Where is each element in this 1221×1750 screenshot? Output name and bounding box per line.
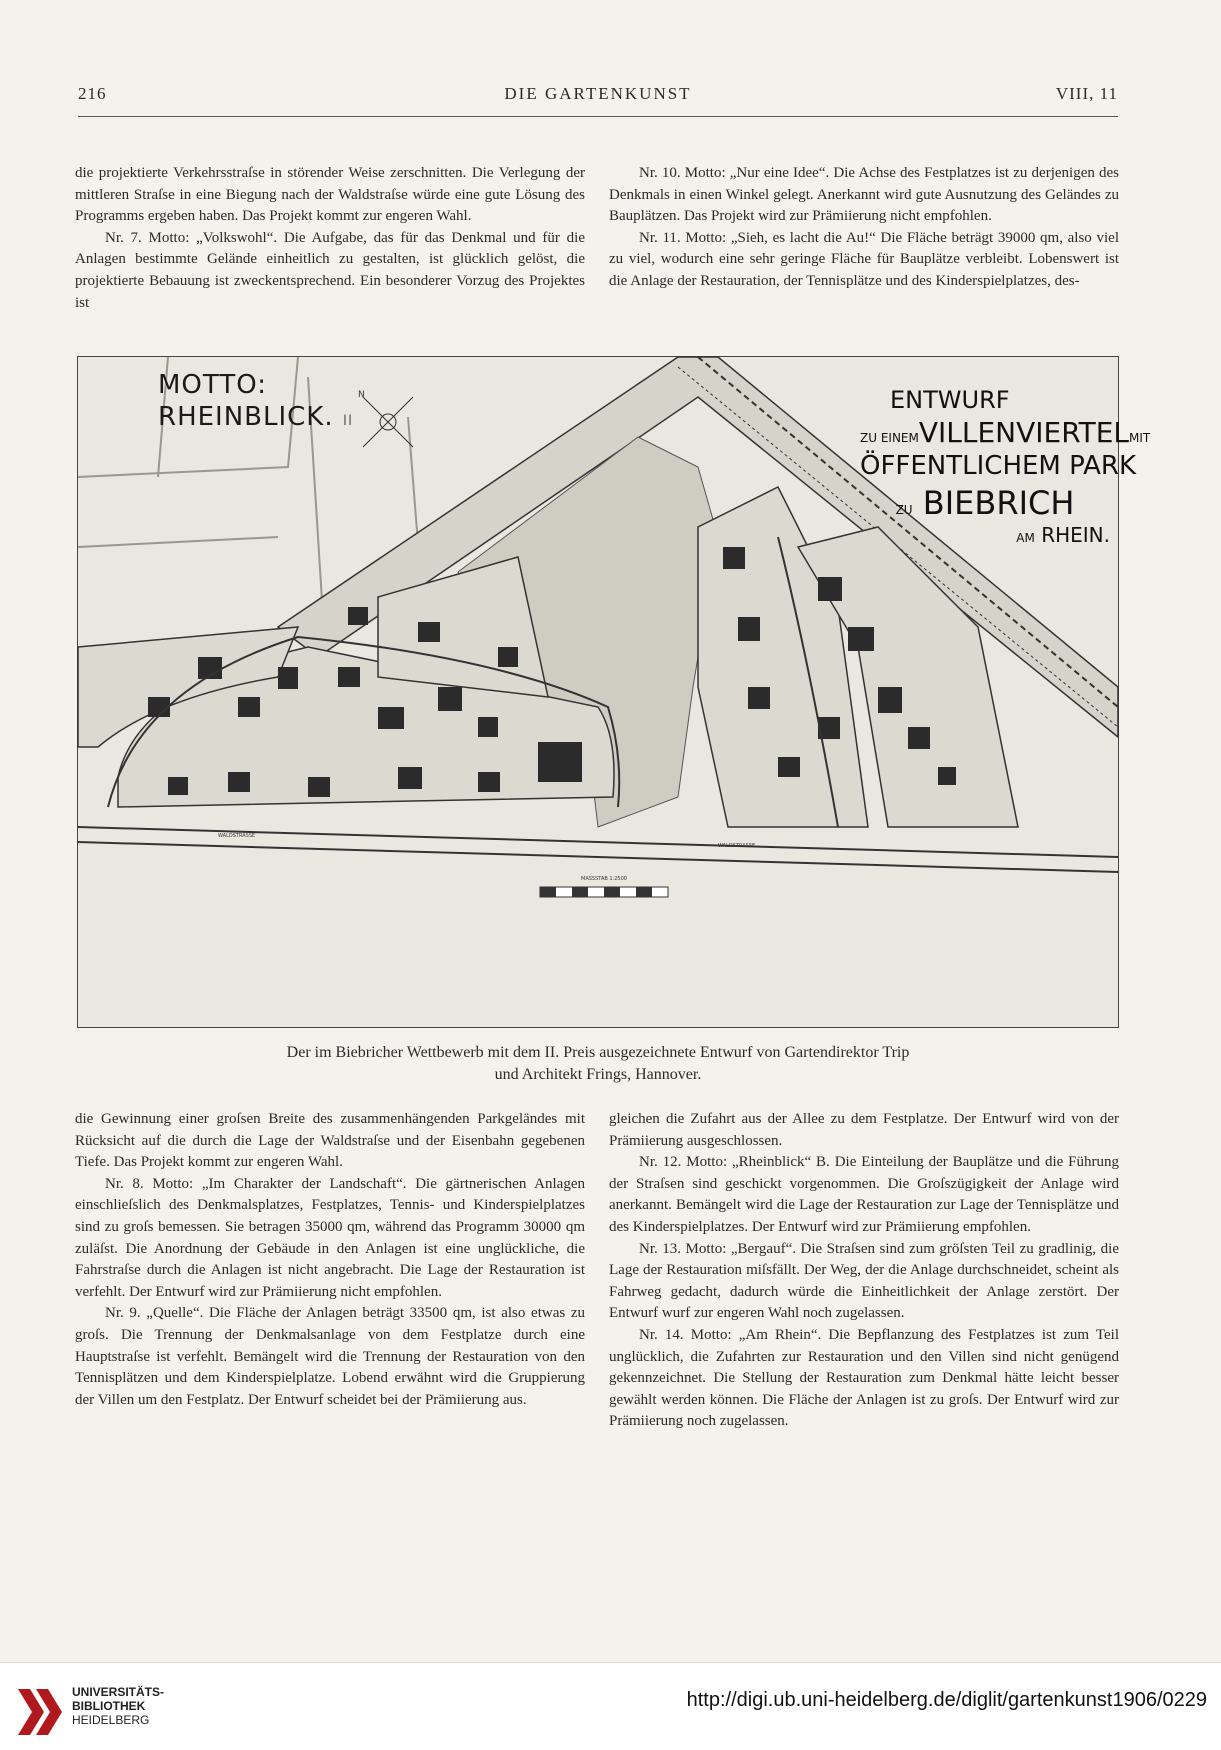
paragraph: Nr. 14. Motto: „Am Rhein“. Die Bepflanzung des Festplatzes ist zum Teil unglücklich, die Zufahrten zur Restauration und den Villen sind nicht genügend gekennzeichnet. Die Stellung der Restauration zum Denkmal hätte leicht besser gewählt werden können. Die Fläche der Anlagen ist zu groſs. Der Entwurf wird zur Prämiierung noch zugelassen. — [609, 1326, 1119, 1430]
paragraph: gleichen die Zufahrt aus der Allee zu dem Festplatze. Der Entwurf wird von der Prämiierung ausgeschlossen. — [609, 1111, 1119, 1149]
caption-line: und Architekt Frings, Hannover. — [494, 1066, 702, 1083]
plan-title-small: AM — [1016, 530, 1035, 545]
street-label: WALDSTRASSE — [218, 833, 256, 839]
text-column-bottom-left — [75, 1109, 585, 1411]
text-column-top-left — [75, 163, 585, 314]
header-rule — [78, 116, 1118, 117]
north-arrow — [363, 397, 413, 447]
plan-title — [860, 385, 1151, 548]
library-logo-icon — [14, 1685, 68, 1739]
caption-line: Der im Biebricher Wettbewerb mit dem II. Preis ausgezeichnete Entwurf von Gartendirektor Trip — [286, 1044, 910, 1061]
paragraph: Nr. 13. Motto: „Bergauf“. Die Straſsen sind zum gröſsten Teil zu gradlinig, die Lage der Restauration miſsfällt. Der Weg, der die Anlage durchschneidet, scheint als Fahrweg gedacht, dadurch würde die Einheitlichkeit der Anlage zerstört. Der Entwurf wurf zur engeren Wahl noch zugelassen. — [609, 1240, 1119, 1322]
library-name-line: HEIDELBERG — [72, 1713, 150, 1727]
plan-title-small: ZU — [895, 502, 913, 517]
volume-number: VIII, 11 — [1055, 84, 1118, 103]
digitization-footer — [0, 1662, 1221, 1750]
paragraph: die Gewinnung einer groſsen Breite des zusammenhängenden Parkgeländes mit Rücksicht auf die durch die Lage der Waldstraſse und der Eisenbahn gegebenen Tiefe. Das Projekt kommt zur engeren Wahl. — [75, 1111, 585, 1171]
paragraph: Nr. 7. Motto: „Volkswohl“. Die Aufgabe, das für das Denkmal und für die Anlagen bestimmte Gelände einheitlich zu gestalten, ist glücklich gelöst, die projektierte Bebauung ist zweckentsprechend. Ein besonderer Vorzug des Projektes ist — [75, 229, 585, 311]
site-plan-figure — [77, 356, 1151, 1028]
library-name-line: BIBLIOTHEK — [72, 1699, 146, 1713]
paragraph: Nr. 12. Motto: „Rheinblick“ B. Die Einteilung der Bauplätze und die Führung der Straſsen sind geschickt vorgenommen. Die Groſszügigkeit der Anlage wird anerkannt. Bemängelt wird die Lage der Restauration zur Lage der Tennisplätze und des Kinderspielplatzes. Der Entwurf wird zur Prämiierung empfohlen. — [609, 1154, 1119, 1235]
plan-title-line: BIEBRICH — [922, 483, 1075, 522]
text-column-top-right — [609, 163, 1119, 293]
scale-label: MASSSTAB 1:2500 — [581, 876, 627, 882]
journal-title: DIE GARTENKUNST — [504, 84, 692, 103]
paragraph: Nr. 9. „Quelle“. Die Fläche der Anlagen beträgt 33500 qm, ist also etwas zu groſs. Die Trennung der Denkmalsanlage von dem Festplatze durch eine Hauptstraſse ist verfehlt. Bemängelt wird die Trennung der Restauration von den Tennisplätzen und dem Kinderspielplatze. Lobend erwähnt wird die Gruppierung der Villen um den Festplatz. Der Entwurf scheidet bei der Prämiierung aus. — [75, 1305, 585, 1408]
paragraph: die projektierte Verkehrsstraſse in störender Weise zerschnitten. Die Verlegung der mittleren Straſse in eine Biegung nach der Waldstraſse würde eine gute Lösung des Programms ergeben haben. Das Projekt kommt zur engeren Wahl. — [75, 165, 585, 225]
page-number: 216 — [78, 84, 107, 103]
north-label: N — [358, 390, 365, 400]
plan-motto-line: MOTTO: — [158, 370, 267, 400]
plan-title-line: RHEIN. — [1041, 522, 1110, 547]
permalink-url[interactable]: http://digi.ub.uni-heidelberg.de/diglit/gartenkunst1906/0229 — [686, 1689, 1207, 1711]
plan-title-line: ENTWURF — [890, 386, 1010, 414]
paragraph: Nr. 11. Motto: „Sieh, es lacht die Au!“ Die Fläche beträgt 39000 qm, also viel zu viel, wodurch eine sehr geringe Fläche für Bauplätze verbleibt. Lobenswert ist die Anlage der Restauration, der Tennisplätze und des Kinderspielplatzes, des- — [609, 229, 1119, 289]
plan-motto-mark: II — [342, 413, 354, 429]
text-column-bottom-right — [609, 1109, 1119, 1433]
plan-title-small: ZU EINEM — [860, 431, 919, 445]
plan-title-line: VILLENVIERTEL — [918, 416, 1130, 449]
scale-bar — [540, 887, 668, 897]
plan-motto — [158, 369, 353, 437]
street-label: WALDSTRASSE — [718, 843, 756, 849]
running-header — [78, 84, 1118, 108]
paragraph: Nr. 10. Motto: „Nur eine Idee“. Die Achse des Festplatzes ist zu derjenigen des Denkmals in einen Winkel gelegt. Anerkannt wird gute Ausnutzung des Geländes zu Bauplätzen. Das Projekt wird zur Prämiierung nicht empfohlen. — [609, 165, 1119, 225]
paragraph: Nr. 8. Motto: „Im Charakter der Landschaft“. Die gärtnerischen Anlagen einschlieſslich des Denkmalsplatzes, Festplatzes, Tennis- und Kinderspielplatzes sind zu groſs bemessen. Sie betragen 35000 qm, während das Programm 30000 qm zuläſst. Die Anordnung der Gebäude in den Anlagen ist eine unglückliche, die Fahrstraſse durch die Anlagen ist nicht angebracht. Die Lage der Restauration ist verfehlt. Der Entwurf wird zur Prämiierung nicht empfohlen. — [75, 1175, 585, 1300]
library-name — [72, 1685, 164, 1727]
plan-title-line: ÖFFENTLICHEM PARK — [860, 451, 1137, 481]
figure-caption — [78, 1042, 1118, 1086]
library-name-line: UNIVERSITÄTS- — [72, 1685, 165, 1699]
plan-title-small: MIT — [1129, 431, 1151, 445]
plan-motto-line: RHEINBLICK. — [158, 402, 334, 432]
